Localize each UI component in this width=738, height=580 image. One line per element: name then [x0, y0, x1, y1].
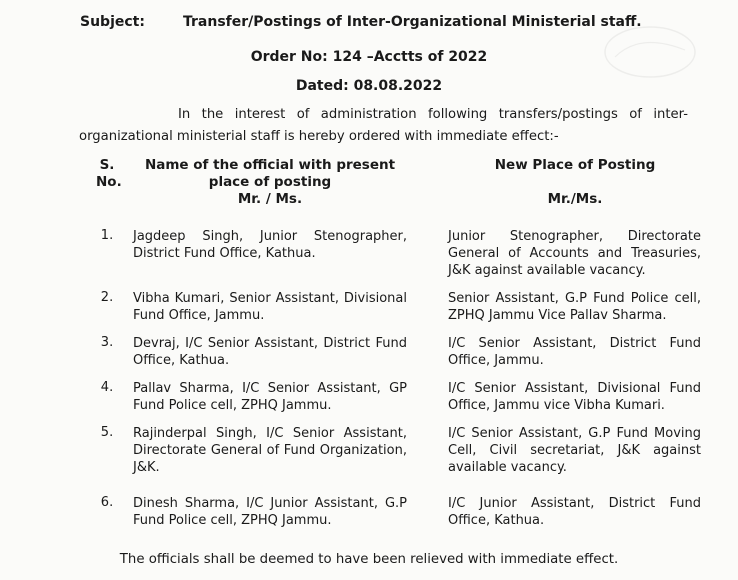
header-name-column	[140, 157, 400, 208]
row-5-name: Rajinderpal Singh, I/C Senior Assistant, Directorate General of Fund Organization, J&K.	[133, 426, 407, 475]
row-4-sno: 4.	[100, 380, 114, 395]
row-2-name: Vibha Kumari, Senior Assistant, Divisional Fund Office, Jammu.	[133, 291, 407, 323]
row-3-sno: 3.	[100, 335, 114, 350]
row-1-sno: 1.	[100, 228, 114, 243]
row-1-name: Jagdeep Singh, Junior Stenographer, District Fund Office, Kathua.	[133, 229, 407, 261]
order-number: Order No: 124 –Acctts of 2022	[250, 49, 488, 65]
header-new-posting-column	[460, 157, 690, 208]
header-name-line1: Name of the official with present	[144, 157, 396, 173]
row-6-new-posting: I/C Junior Assistant, District Fund Office, Kathua.	[448, 496, 701, 528]
footer-note: The officials shall be deemed to have been relieved with immediate effect.	[119, 552, 619, 567]
row-1-new-posting: Junior Stenographer, Directorate General of Accounts and Treasuries, J&K against available vacancy.	[448, 229, 701, 278]
row-2-sno: 2.	[100, 290, 114, 305]
header-new-line1: New Place of Posting	[494, 157, 656, 173]
intro-paragraph: In the interest of administration following transfers/postings of inter-organizational ministerial staff is hereby ordered with immediate effect:-	[79, 107, 688, 144]
row-3-new-posting: I/C Senior Assistant, District Fund Office, Jammu.	[448, 336, 701, 368]
row-4-new-posting: I/C Senior Assistant, Divisional Fund Office, Jammu vice Vibha Kumari.	[448, 381, 701, 413]
order-date: Dated: 08.08.2022	[295, 78, 443, 94]
row-6-name: Dinesh Sharma, I/C Junior Assistant, G.P Fund Police cell, ZPHQ Jammu.	[133, 496, 407, 528]
row-3-name: Devraj, I/C Senior Assistant, District Fund Office, Kathua.	[133, 336, 407, 368]
header-sno-line2: No.	[96, 174, 122, 190]
row-2-new-posting: Senior Assistant, G.P Fund Police cell, ZPHQ Jammu Vice Pallav Sharma.	[448, 291, 701, 323]
header-name-line2: place of posting	[208, 174, 332, 190]
row-5-sno: 5.	[100, 425, 114, 440]
subject-text: Transfer/Postings of Inter-Organizational Ministerial staff.	[183, 14, 642, 30]
header-sno	[96, 157, 122, 191]
row-6-sno: 6.	[100, 495, 114, 510]
header-new-line2: Mr./Ms.	[547, 191, 603, 207]
header-sno-line1: S.	[99, 157, 115, 173]
row-5-new-posting: I/C Senior Assistant, G.P Fund Moving Cell, Civil secretariat, J&K against available vacancy.	[448, 426, 701, 475]
subject-label: Subject:	[80, 14, 145, 30]
header-name-line3: Mr. / Ms.	[237, 191, 303, 207]
row-4-name: Pallav Sharma, I/C Senior Assistant, GP Fund Police cell, ZPHQ Jammu.	[133, 381, 407, 413]
